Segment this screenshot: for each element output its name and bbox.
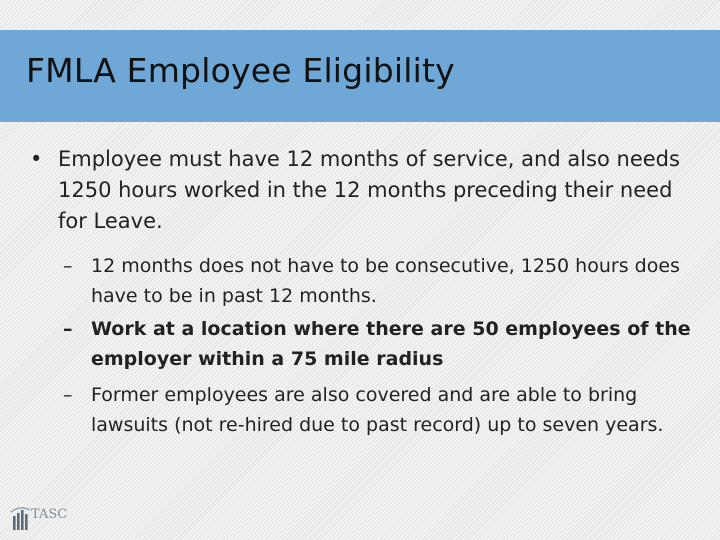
sub-bullet-consecutive: 12 months does not have to be consecutive, 1250 hours does have to be in past 12 months. <box>91 255 680 307</box>
sub-bullet-marker: – <box>63 255 73 277</box>
bullet-marker: • <box>30 147 43 171</box>
main-bullet: Employee must have 12 months of service, and also needs 1250 hours worked in the 12 months preceding their need for Leave. <box>58 147 680 233</box>
sub-bullet-marker: – <box>63 318 73 340</box>
sub-bullet-marker: – <box>63 384 73 406</box>
sub-bullet-location: Work at a location where there are 50 employees of the employer within a 75 mile radius <box>91 318 691 370</box>
sub-bullet-former-employees: Former employees are also covered and are able to bring lawsuits (not re-hired due to past record) up to seven years. <box>91 384 664 436</box>
slide-title: FMLA Employee Eligibility <box>26 51 455 90</box>
logo-text: TASC <box>31 507 68 522</box>
